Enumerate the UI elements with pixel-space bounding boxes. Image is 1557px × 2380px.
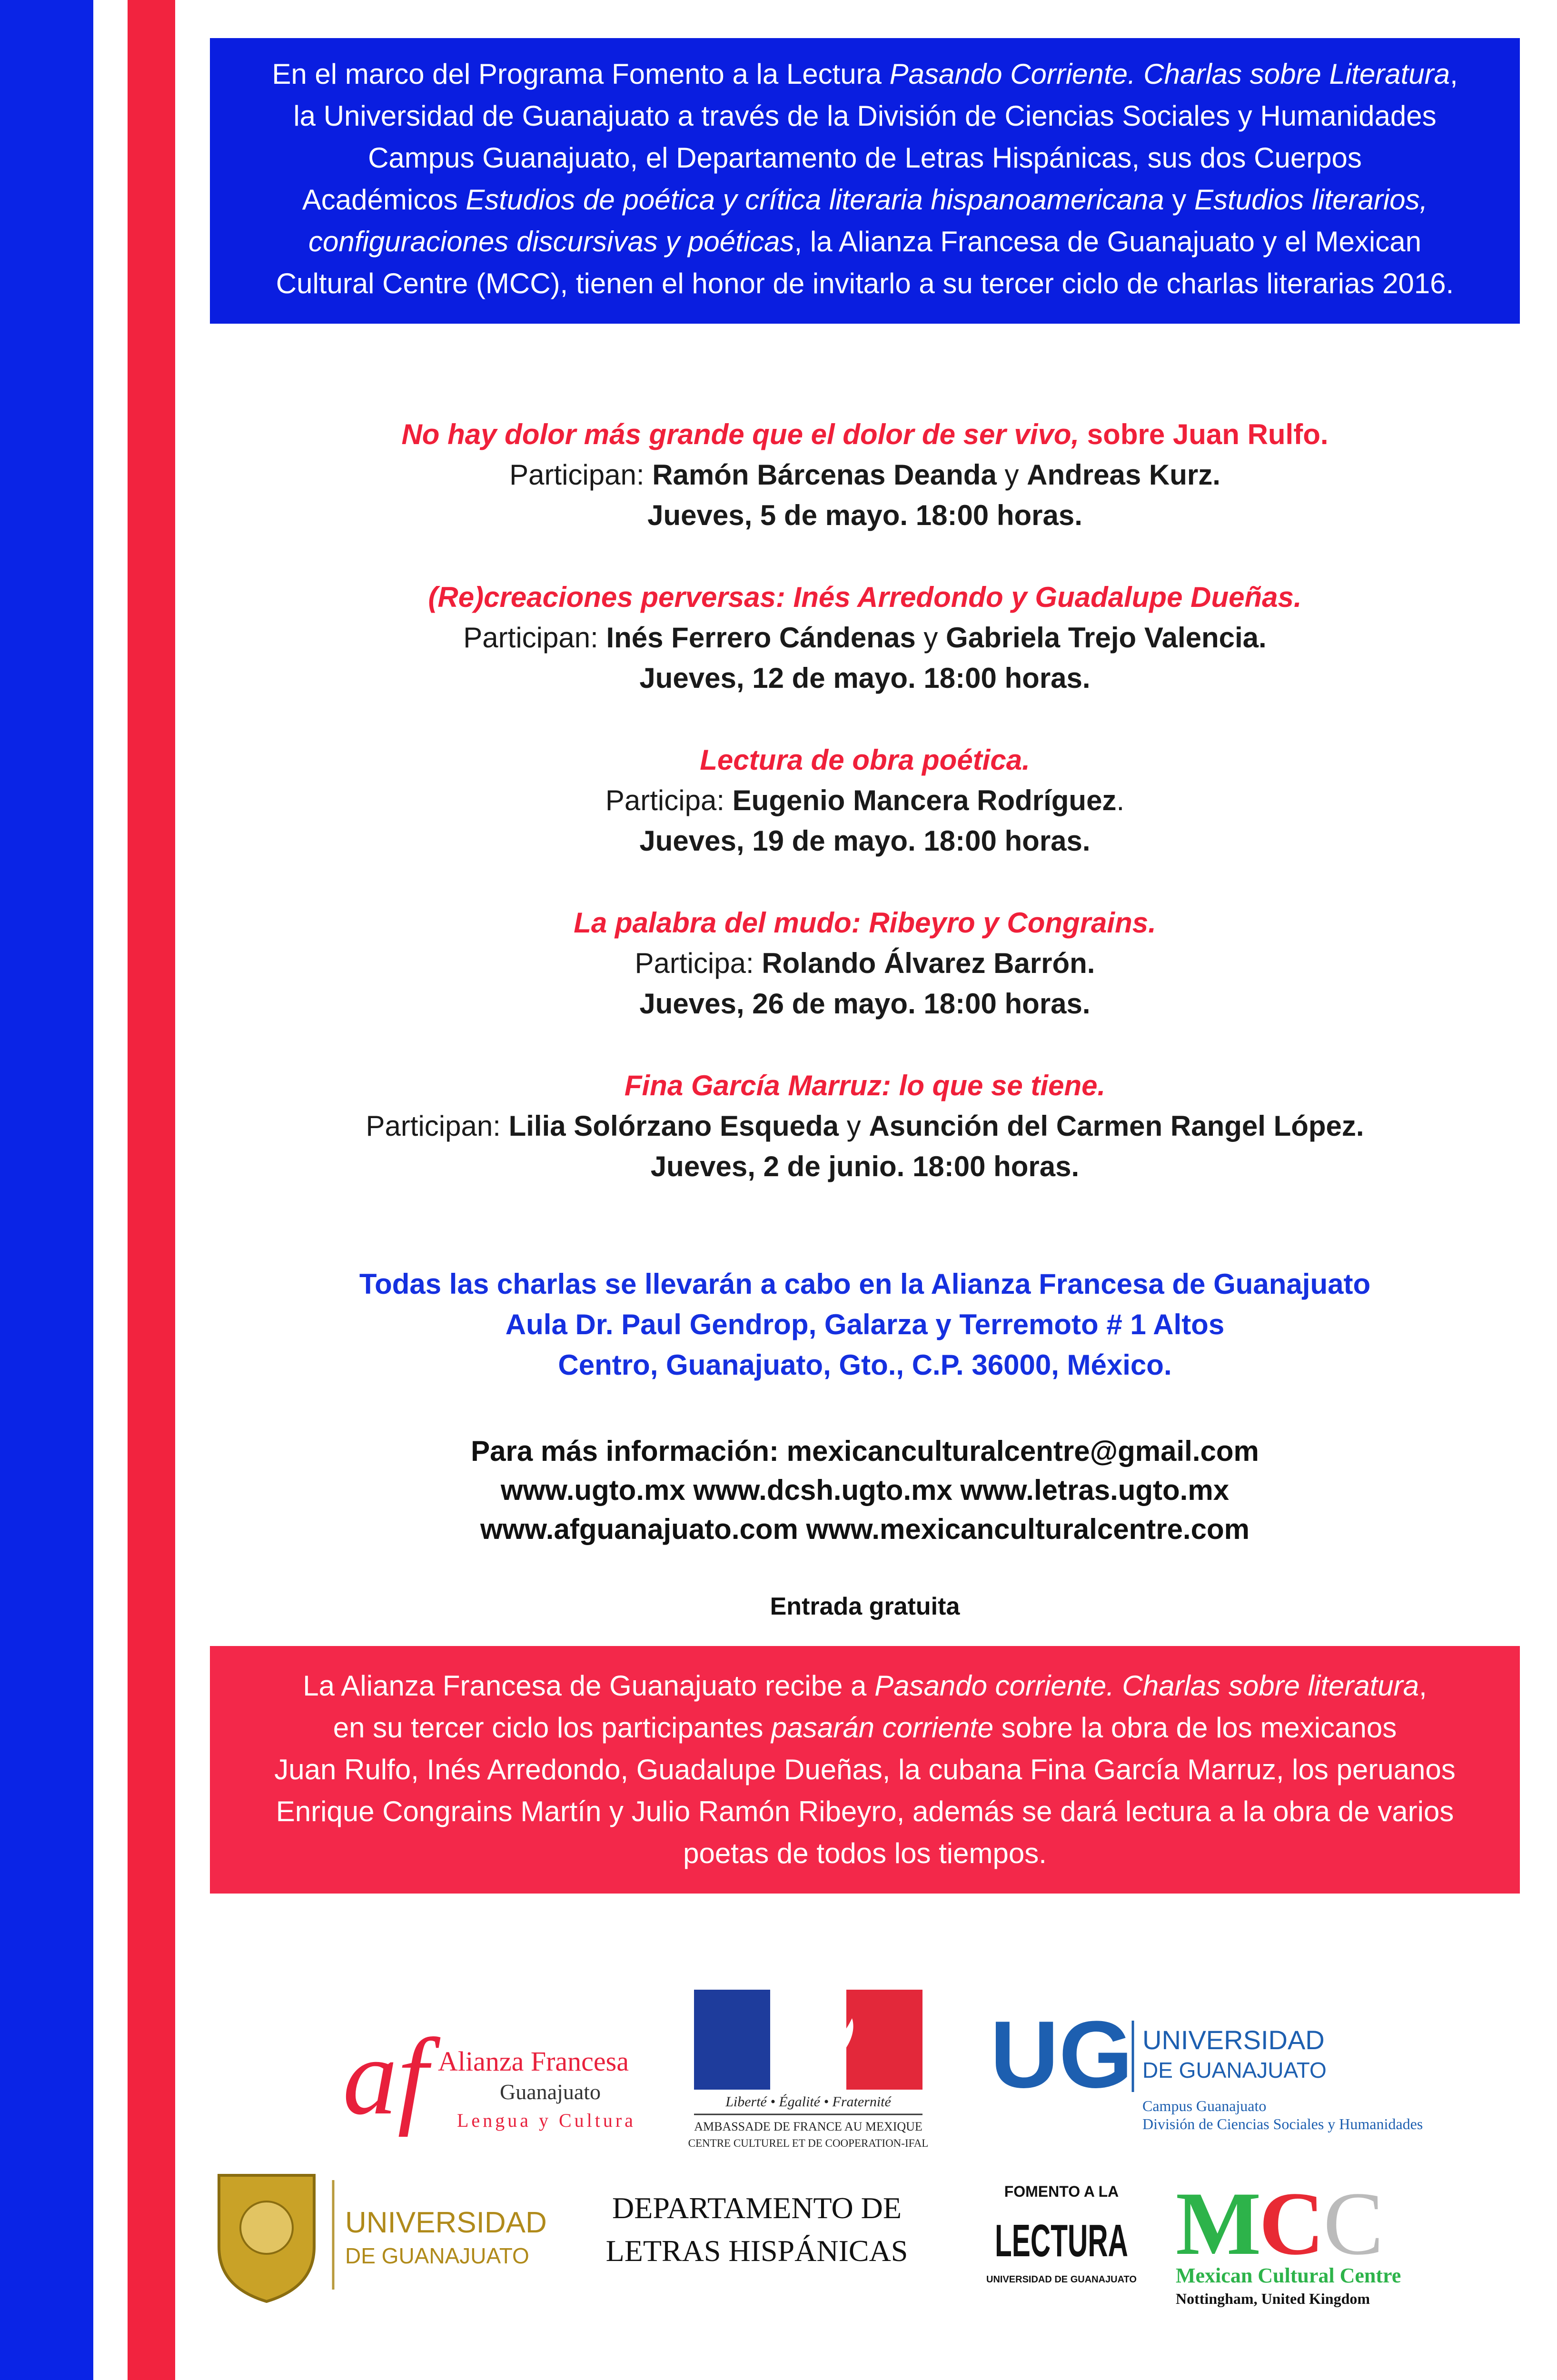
mcc-logo xyxy=(1176,2173,1518,2311)
af-city: Guanajuato xyxy=(500,2080,601,2104)
venue-line: Aula Dr. Paul Gendrop, Galarza y Terremoto # 1 Altos xyxy=(505,1309,1225,1340)
talk-participants: Participan: Ramón Bárcenas Deanda y Andreas Kurz. xyxy=(509,459,1220,491)
info-block xyxy=(210,1432,1520,1549)
intro-line: configuraciones discursivas y poéticas, la Alianza Francesa de Guanajuato y el Mexican xyxy=(308,226,1421,258)
closing-line: Enrique Congrains Martín y Julio Ramón Ribeyro, además se dará lectura a la obra de varios xyxy=(276,1795,1454,1827)
talk-participants: Participan: Inés Ferrero Cándenas y Gabriela Trejo Valencia. xyxy=(463,622,1267,654)
fomento-line1: FOMENTO A LA xyxy=(1004,2183,1119,2200)
ug-name-line2: DE GUANAJUATO xyxy=(345,2243,529,2268)
intro-box xyxy=(210,38,1520,324)
talk-participants: Participa: Rolando Álvarez Barrón. xyxy=(635,947,1095,979)
flag-blue-band xyxy=(694,1990,770,2090)
departamento-letras-logo xyxy=(590,2185,923,2280)
mcc-c2: C xyxy=(1323,2174,1384,2274)
ug-name-line2: DE GUANAJUATO xyxy=(1142,2058,1327,2082)
talk-item xyxy=(210,577,1520,698)
talk-date: Jueves, 19 de mayo. 18:00 horas. xyxy=(639,825,1091,857)
contact-email-line: Para más información: mexicanculturalcentre@gmail.com xyxy=(471,1435,1259,1467)
campus-name: Campus Guanajuato xyxy=(1142,2097,1267,2114)
talk-title: No hay dolor más grande que el dolor de ser vivo, sobre Juan Rulfo. xyxy=(401,418,1329,450)
talk-title: La palabra del mudo: Ribeyro y Congrains. xyxy=(574,907,1156,939)
talk-title: Fina García Marruz: lo que se tiene. xyxy=(624,1070,1106,1101)
closing-line: poetas de todos los tiempos. xyxy=(683,1837,1047,1869)
division-name: División de Ciencias Sociales y Humanidades xyxy=(1142,2115,1423,2132)
ug-logo xyxy=(990,2002,1504,2140)
talk-date: Jueves, 12 de mayo. 18:00 horas. xyxy=(639,662,1091,694)
mcc-m: M xyxy=(1176,2174,1261,2274)
crest-center xyxy=(240,2202,293,2254)
af-name: Alianza Francesa xyxy=(438,2046,629,2077)
closing-line: La Alianza Francesa de Guanajuato recibe a Pasando corriente. Charlas sobre literatura, xyxy=(303,1670,1427,1702)
talk-item xyxy=(210,414,1520,536)
ug-mark: UG xyxy=(990,2002,1133,2108)
mcc-c1: C xyxy=(1259,2174,1325,2274)
closing-box xyxy=(210,1646,1520,1894)
ug-name-line1: UNIVERSIDAD xyxy=(345,2206,547,2239)
ifal-name: CENTRE CULTUREL ET DE COOPERATION-IFAL xyxy=(688,2137,929,2149)
intro-line: la Universidad de Guanajuato a través de la División de Ciencias Sociales y Humanidades xyxy=(293,100,1437,132)
program-name: Pasando Corriente. Charlas sobre Literatura xyxy=(889,58,1450,90)
intro-line: Campus Guanajuato, el Departamento de Letras Hispánicas, sus dos Cuerpos xyxy=(368,142,1362,174)
left-red-stripe xyxy=(128,0,175,2380)
depto-line1: DEPARTAMENTO DE xyxy=(612,2191,902,2225)
af-tagline: Lengua y Cultura xyxy=(457,2110,636,2131)
marianne-logo xyxy=(690,1990,928,2152)
mcc-location: Nottingham, United Kingdom xyxy=(1176,2290,1370,2307)
talk-title: Lectura de obra poética. xyxy=(700,744,1030,776)
closing-line: Juan Rulfo, Inés Arredondo, Guadalupe Dueñas, la cubana Fina García Marruz, los peruanos xyxy=(274,1754,1456,1785)
af-mark: af xyxy=(343,2016,428,2137)
talk-item xyxy=(210,902,1520,1024)
venue-line: Todas las charlas se llevarán a cabo en la Alianza Francesa de Guanajuato xyxy=(359,1268,1371,1300)
flag-red-band xyxy=(846,1990,922,2090)
depto-line2: LETRAS HISPÁNICAS xyxy=(605,2234,908,2268)
intro-line: Cultural Centre (MCC), tienen el honor de invitarlo a su tercer ciclo de charlas literarias 2016. xyxy=(276,268,1454,299)
lectura-word: LECTURA xyxy=(995,2215,1128,2266)
alianza-francesa-logo xyxy=(343,2004,647,2147)
talk-item xyxy=(210,740,1520,861)
closing-line: en su tercer ciclo los participantes pasarán corriente sobre la obra de los mexicanos xyxy=(333,1712,1397,1744)
free-entry-note: Entrada gratuita xyxy=(770,1593,960,1620)
mcc-name: Mexican Cultural Centre xyxy=(1176,2264,1401,2287)
talk-participants: Participan: Lilia Solórzano Esqueda y Asunción del Carmen Rangel López. xyxy=(366,1110,1364,1142)
talk-title: (Re)creaciones perversas: Inés Arredondo y Guadalupe Dueñas. xyxy=(428,581,1302,613)
venue-block xyxy=(210,1264,1520,1385)
ambassade-name: AMBASSADE DE FRANCE AU MEXIQUE xyxy=(694,2120,922,2133)
website-links-line: www.afguanajuato.com www.mexicanculturalcentre.com xyxy=(480,1513,1250,1545)
left-white-stripe xyxy=(93,0,128,2380)
intro-line: En el marco del Programa Fomento a la Lectura Pasando Corriente. Charlas sobre Literatura, xyxy=(272,58,1458,90)
talk-date: Jueves, 2 de junio. 18:00 horas. xyxy=(650,1150,1080,1182)
venue-line: Centro, Guanajuato, Gto., C.P. 36000, México. xyxy=(558,1349,1172,1381)
ug-crest-logo xyxy=(209,2166,557,2304)
talk-date: Jueves, 26 de mayo. 18:00 horas. xyxy=(639,988,1091,1020)
talk-date: Jueves, 5 de mayo. 18:00 horas. xyxy=(647,499,1082,531)
fomento-lectura-logo xyxy=(986,2175,1137,2309)
website-links-line: www.ugto.mx www.dcsh.ugto.mx www.letras.ugto.mx xyxy=(500,1474,1230,1506)
fomento-line3: UNIVERSIDAD DE GUANAJUATO xyxy=(986,2274,1137,2285)
talk-participants: Participa: Eugenio Mancera Rodríguez. xyxy=(605,784,1125,816)
motto: Liberté • Égalité • Fraternité xyxy=(725,2094,891,2110)
intro-line: Académicos Estudios de poética y crítica literaria hispanoamericana y Estudios literarios, xyxy=(302,184,1428,216)
talks-list xyxy=(210,414,1520,1228)
left-blue-stripe xyxy=(0,0,93,2380)
ug-name-line1: UNIVERSIDAD xyxy=(1142,2025,1325,2055)
talk-item xyxy=(210,1065,1520,1187)
